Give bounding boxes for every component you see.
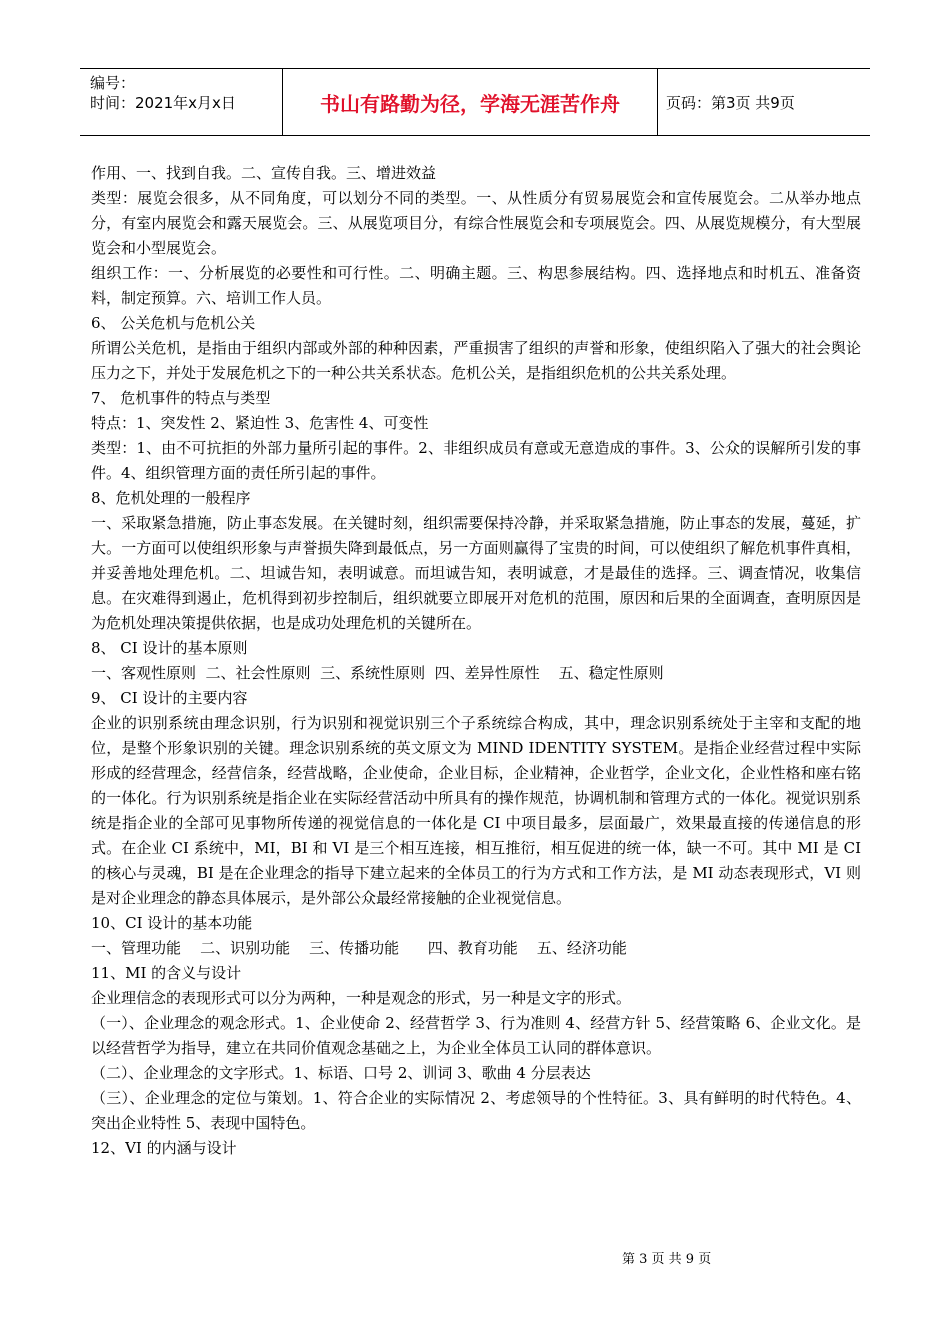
number-label: 编号： bbox=[90, 74, 136, 92]
header-info-cell bbox=[80, 69, 282, 135]
paragraph: （三）、企业理念的定位与策划。1、符合企业的实际情况 2、考虑领导的个性特征。3、具有鲜明的时代特色。4、突出企业特性 5、表现中国特色。 bbox=[91, 1089, 861, 1132]
header-page-label: 页码：第3页 共9页 bbox=[666, 93, 795, 112]
paragraph: 一、管理功能 二、识别功能 三、传播功能 四、教育功能 五、经济功能 bbox=[91, 939, 627, 957]
section-heading: 6、 公关危机与危机公关 bbox=[91, 314, 256, 332]
paragraph: 企业理信念的表现形式可以分为两种，一种是观念的形式，另一种是文字的形式。 bbox=[91, 989, 632, 1007]
paragraph: 一、采取紧急措施，防止事态发展。在关键时刻，组织需要保持冷静，并采取紧急措施，防止事态的发展，蔓延，扩大。一方面可以使组织形象与声誉损失降到最低点，另一方面则赢得了宝贵的时间，可以使组织了解危机事件真相，并妥善地处理危机。二、坦诚告知，表明诚意。而坦诚告知，表明诚意，才是最佳的选择。三、调查情况，收集信息。在灾难得到遏止，危机得到初步控制后，组织就要立即展开对危机的范围，原因和后果的全面调查，查明原因是为危机处理决策提供依据，也是成功处理危机的关键所在。 bbox=[91, 514, 861, 632]
header-slogan: 书山有路勤为径，学海无涯苦作舟 bbox=[320, 91, 620, 116]
section-heading: 8、 CI 设计的基本原则 bbox=[91, 639, 248, 657]
paragraph: 所谓公关危机，是指由于组织内部或外部的种种因素，严重损害了组织的声誉和形象，使组织陷入了强大的社会舆论压力之下，并处于发展危机之下的一种公共关系状态。危机公关，是指组织危机的公共关系处理。 bbox=[91, 339, 861, 382]
paragraph: （一）、企业理念的观念形式。1、企业使命 2、经营哲学 3、行为准则 4、经营方针 5、经营策略 6、企业文化。是以经营哲学为指导，建立在共同价值观念基础之上，为企业全体员工认同的群体意识。 bbox=[91, 1014, 861, 1057]
paragraph: 一、客观性原则 二、社会性原则 三、系统性原则 四、差异性原性 五、稳定性原则 bbox=[91, 664, 664, 682]
section-heading: 7、 危机事件的特点与类型 bbox=[91, 389, 271, 407]
paragraph: 类型：1、由不可抗拒的外部力量所引起的事件。2、非组织成员有意或无意造成的事件。3、公众的误解所引发的事件。4、组织管理方面的责任所引起的事件。 bbox=[91, 439, 861, 482]
page-header bbox=[80, 68, 870, 136]
section-heading: 12、VI 的内涵与设计 bbox=[91, 1139, 237, 1157]
paragraph: 作用、一、找到自我。二、宣传自我。三、增进效益 bbox=[91, 164, 437, 182]
page-footer: 第 3 页 共 9 页 bbox=[622, 1252, 712, 1267]
document-body bbox=[91, 161, 866, 1161]
header-divider bbox=[657, 69, 658, 135]
section-heading: 11、MI 的含义与设计 bbox=[91, 964, 242, 982]
section-heading: 10、CI 设计的基本功能 bbox=[91, 914, 253, 932]
time-label: 时间：2021年x月x日 bbox=[90, 94, 236, 112]
paragraph: 类型：展览会很多，从不同角度，可以划分不同的类型。一、从性质分有贸易展览会和宣传展览会。二从举办地点分，有室内展览会和露天展览会。三、从展览项目分，有综合性展览会和专项展览会。四、从展览规模分，有大型展览会和小型展览会。 bbox=[91, 189, 861, 257]
paragraph: 企业的识别系统由理念识别，行为识别和视觉识别三个子系统综合构成，其中，理念识别系统处于主宰和支配的地位，是整个形象识别的关键。理念识别系统的英文原文为 MIND IDENTITY SYSTEM。是指企业经营过程中实际形成的经营理念，经营信条，经营战略，企业使命，企业目标，企业精神，企业哲学，企业文化，企业性格和座右铭的一体化。行为识别系统是指企业在实际经营活动中所具有的操作规范，协调机制和管理方式的一体化。视觉识别系统是指企业的全部可见事物所传递的视觉信息的一体化是 CI 中项目最多，层面最广，效果最直接的传递信息的形式。在企业 CI 系统中，MI，BI 和 VI 是三个相互连接，相互推衍，相互促进的统一体，缺一不可。其中 MI 是 CI 的核心与灵魂，BI 是在企业理念的指导下建立起来的全体员工的行为方式和工作方法，是 MI 动态表现形式，VI 则是对企业理念的静态具体展示，是外部公众最经常接触的企业视觉信息。 bbox=[91, 714, 866, 907]
paragraph: 特点：1、突发性 2、紧迫性 3、危害性 4、可变性 bbox=[91, 414, 429, 432]
section-heading: 8、危机处理的一般程序 bbox=[91, 489, 251, 507]
paragraph: 组织工作：一、分析展览的必要性和可行性。二、明确主题。三、构思参展结构。四、选择地点和时机五、准备资料，制定预算。六、培训工作人员。 bbox=[91, 264, 861, 307]
section-heading: 9、 CI 设计的主要内容 bbox=[91, 689, 248, 707]
paragraph: （二）、企业理念的文字形式。1、标语、口号 2、训词 3、歌曲 4 分层表达 bbox=[91, 1064, 591, 1082]
